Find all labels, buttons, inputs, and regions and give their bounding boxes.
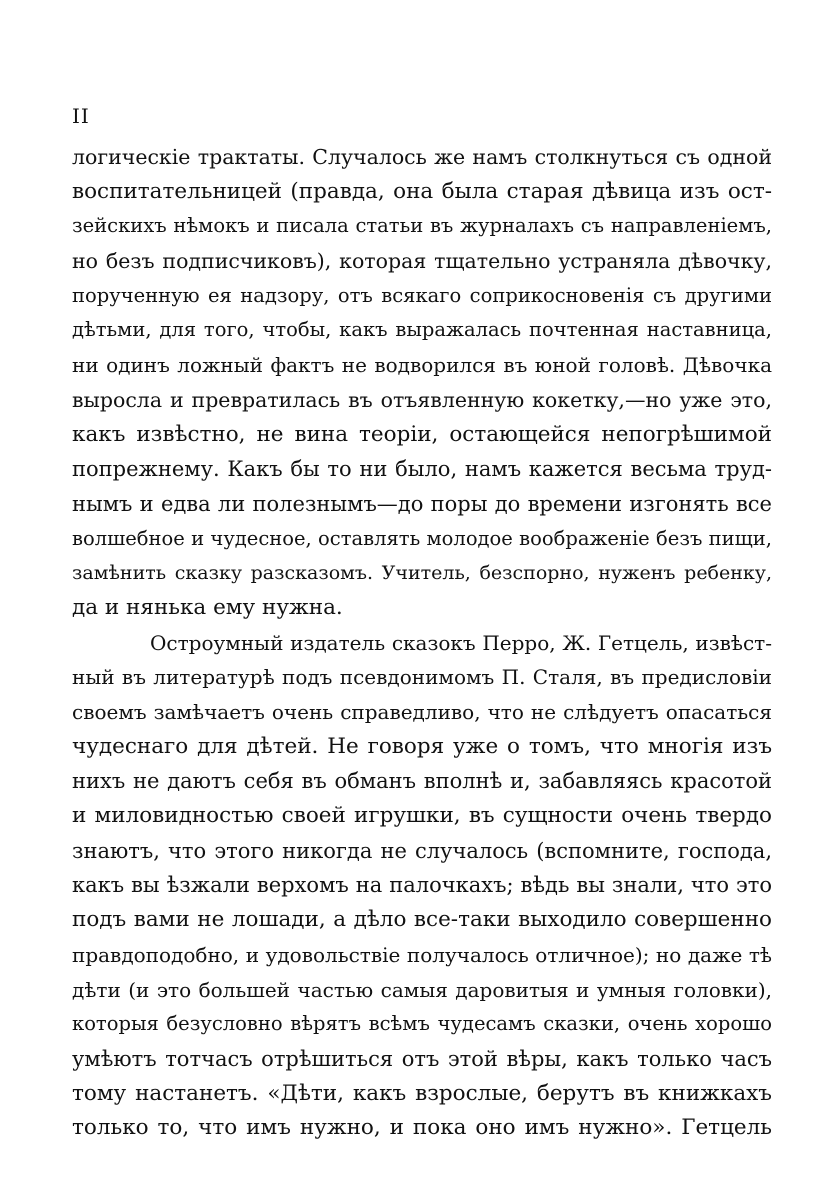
text-line: знаютъ, что этого никогда не случалось (вспомните, господа, <box>72 838 772 863</box>
text-line: только то, что имъ нужно, и пока оно имъ нужно». Гетцель <box>72 1115 772 1141</box>
text-line: зейскихъ нѣмокъ и писала статьи въ журналахъ съ направленіемъ, <box>72 214 772 238</box>
text-line: правдоподобно, и удовольствіе получалось отличное); но даже тѣ <box>72 942 772 967</box>
text-line: которыя безусловно вѣрятъ всѣмъ чудесамъ сказки, очень хорошо <box>72 1012 772 1036</box>
text-line: умѣютъ тотчасъ отрѣшиться отъ этой вѣры, какъ только часъ <box>72 1046 772 1071</box>
text-line: волшебное и чудесное, оставлять молодое воображеніе безъ пищи, <box>72 526 772 550</box>
text-line: логическіе трактаты. Случалось же намъ столкнуться съ одной <box>72 145 772 169</box>
text-line: чудеснаго для дѣтей. Не говоря уже о томъ, что многія изъ <box>72 733 772 759</box>
paragraph-start-line: Остроумный издатель сказокъ Перро, Ж. Гетцель, извѣст- <box>150 630 772 655</box>
text-line: ный въ литературѣ подъ псевдонимомъ П. Сталя, въ предисловіи <box>72 665 772 690</box>
paragraph-end-line: да и нянька ему нужна. <box>72 594 343 620</box>
page-number: II <box>72 104 90 128</box>
text-line: воспитательницей (правда, она была старая дѣвица изъ ост- <box>72 178 772 204</box>
body-text <box>72 140 772 1146</box>
text-line: дѣтьми, для того, чтобы, какъ выражалась почтенная наставница, <box>72 318 772 342</box>
text-line: но безъ подписчиковъ), которая тщательно устраняла дѣвочку, <box>72 249 772 274</box>
text-line: какъ вы ѣзжали верхомъ на палочкахъ; вѣдь вы знали, что это <box>72 873 772 898</box>
text-line: какъ извѣстно, не вина теоріи, остающейся непогрѣшимой <box>72 421 772 447</box>
text-line: тому настанетъ. «Дѣти, какъ взрослые, берутъ въ книжкахъ <box>72 1080 772 1106</box>
text-line: ни одинъ ложный фактъ не водворился въ юной головѣ. Дѣвочка <box>72 353 772 378</box>
text-line: порученную ея надзору, отъ всякаго соприкосновенія съ другими <box>72 283 772 307</box>
text-line: подъ вами не лошади, а дѣло все-таки выходило совершенно <box>72 907 772 933</box>
text-line: выросла и превратилась въ отъявленную кокетку,—но уже это, <box>72 387 772 412</box>
text-line: нымъ и едва ли полезнымъ—до поры до времени изгонять все <box>72 491 772 516</box>
text-line: своемъ замѣчаетъ очень справедливо, что не слѣдуетъ опасаться <box>72 700 772 724</box>
text-line: и миловидностью своей игрушки, въ сущности очень твердо <box>72 803 772 829</box>
text-line: попрежнему. Какъ бы то ни было, намъ кажется весьма труд- <box>72 457 772 482</box>
text-line: нихъ не даютъ себя въ обманъ вполнѣ и, забавляясь красотой <box>72 769 772 794</box>
text-line: замѣнить сказку разсказомъ. Учитель, безспорно, нуженъ ребенку, <box>72 562 772 585</box>
text-line: дѣти (и это большей частью самыя даровитыя и умныя головки), <box>72 977 772 1002</box>
